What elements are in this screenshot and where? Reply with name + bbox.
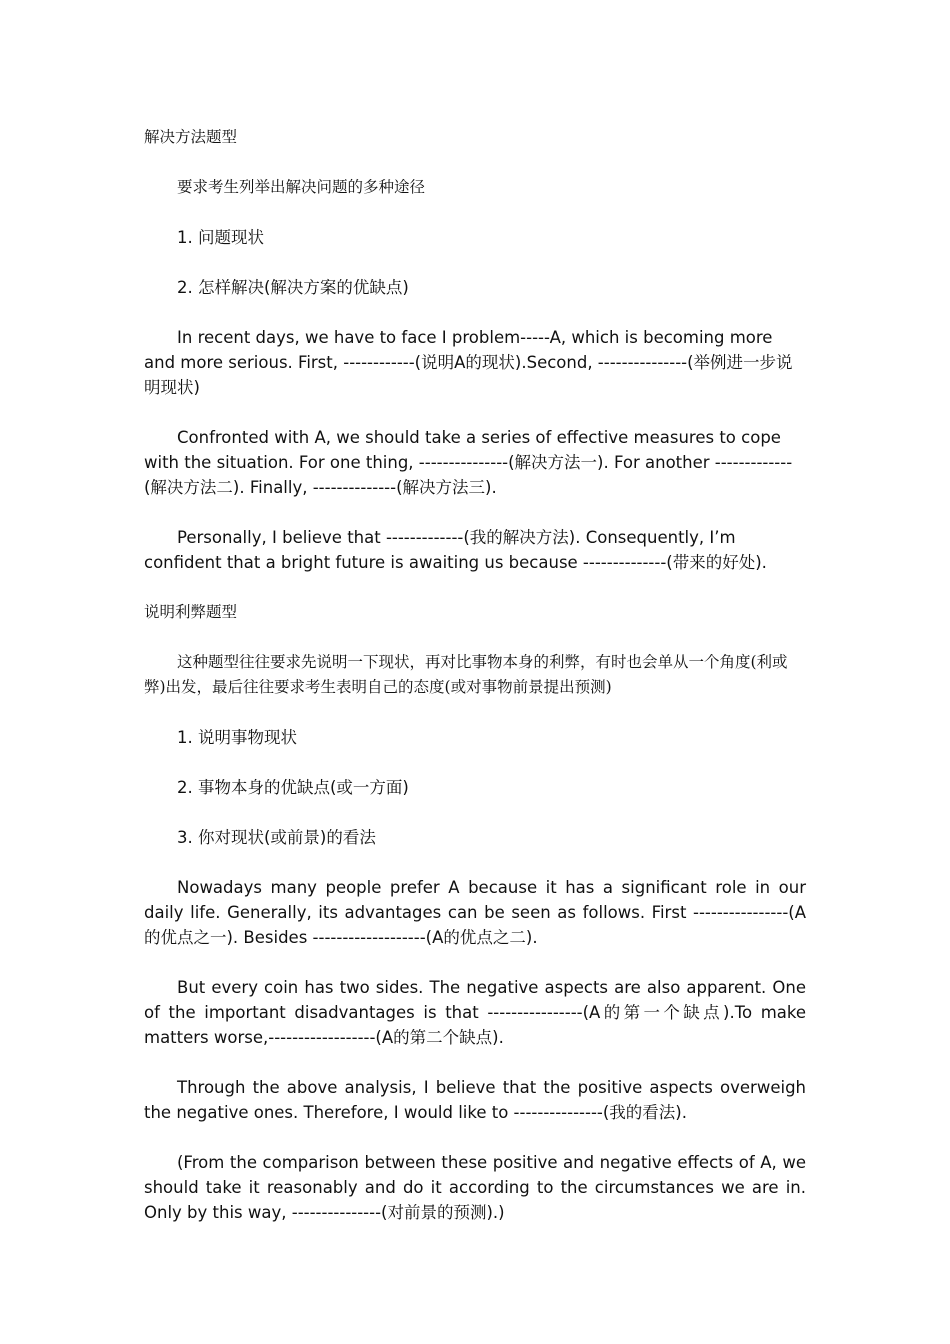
section-intro-solutions: 要求考生列举出解决问题的多种途径: [177, 178, 426, 196]
template-paragraph: In recent days, we have to face I problem-----A, which is becoming more and more serious. First, ------------(说明A的现状).Second, ---------------(举例进一步说明现状): [144, 328, 793, 397]
template-paragraph: Personally, I believe that -------------(我的解决方法). Consequently, I’m confident that a bright future is awaiting us because --------------(带来的好处).: [144, 528, 767, 572]
template-paragraph: (From the comparison between these positive and negative effects of A, we should take it reasonably and do it according to the circumstances we are in. Only by this way, ---------------(对前景的预测).): [144, 1153, 806, 1222]
document-body: [144, 125, 806, 1250]
section-intro-pros-cons: 这种题型往往要求先说明一下现状，再对比事物本身的利弊，有时也会单从一个角度(利或弊)出发，最后往往要求考生表明自己的态度(或对事物前景提出预测): [144, 653, 788, 696]
outline-item: 2. 怎样解决(解决方案的优缺点): [177, 278, 409, 297]
section-title-pros-cons: 说明利弊题型: [144, 603, 238, 621]
outline-item: 3. 你对现状(或前景)的看法: [177, 828, 376, 847]
template-paragraph: Nowadays many people prefer A because it has a significant role in our daily life. Generally, its advantages can be seen as follows. First ----------------(A的优点之一). Besides -------------------(A的优点之二).: [144, 878, 806, 947]
template-paragraph: Confronted with A, we should take a series of effective measures to cope with the situation. For one thing, ---------------(解决方法一). For another -------------(解决方法二). Finally, --------------(解决方法三).: [144, 428, 793, 497]
outline-item: 1. 说明事物现状: [177, 728, 297, 747]
section-title-solutions: 解决方法题型: [144, 128, 238, 146]
outline-item: 2. 事物本身的优缺点(或一方面): [177, 778, 409, 797]
template-paragraph: But every coin has two sides. The negative aspects are also apparent. One of the important disadvantages is that ----------------(A的第一个缺点).To make matters worse,------------------(A的第二个缺点).: [144, 978, 806, 1047]
template-paragraph: Through the above analysis, I believe that the positive aspects overweigh the negative ones. Therefore, I would like to ---------------(我的看法).: [144, 1078, 806, 1122]
outline-item: 1. 问题现状: [177, 228, 264, 247]
